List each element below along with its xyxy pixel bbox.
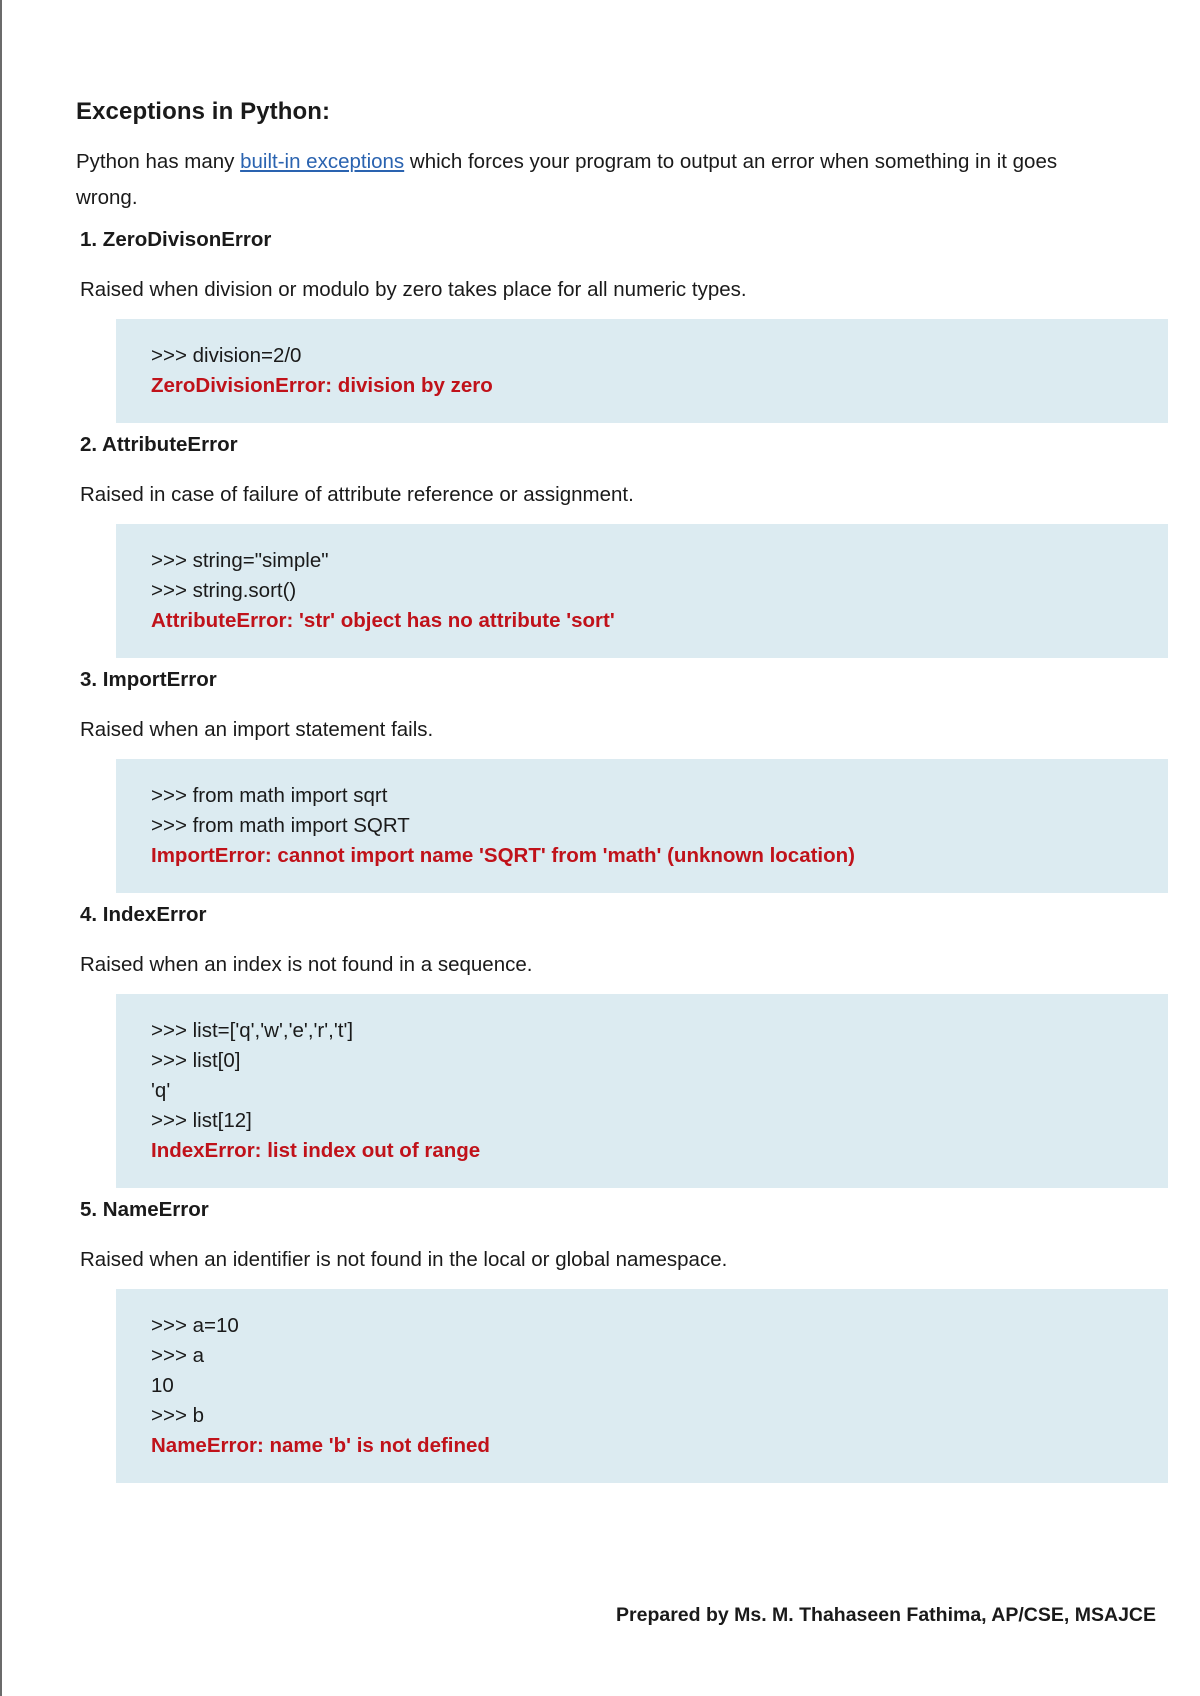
- code-line: >>> list=['q','w','e','r','t']: [151, 1019, 354, 1042]
- error-output-line: NameError: name 'b' is not defined: [151, 1434, 490, 1457]
- code-example-box: [116, 759, 1168, 893]
- document-body: [76, 98, 1166, 1491]
- section-description: Raised when an index is not found in a sequence.: [80, 953, 533, 976]
- code-line: >>> string.sort(): [151, 579, 297, 602]
- exception-section: [80, 666, 1166, 893]
- page-title: Exceptions in Python:: [76, 98, 331, 125]
- section-heading: 1. ZeroDivisonError: [80, 228, 272, 251]
- code-line: >>> list[0]: [151, 1049, 241, 1072]
- code-line: >>> a=10: [151, 1314, 239, 1337]
- code-line: >>> a: [151, 1344, 205, 1367]
- section-heading: 3. ImportError: [80, 668, 217, 691]
- exception-section: [80, 431, 1166, 658]
- section-heading: 4. IndexError: [80, 903, 207, 926]
- error-output-line: AttributeError: 'str' object has no attribute 'sort': [151, 609, 615, 632]
- intro-paragraph: [76, 144, 1116, 216]
- code-line: >>> from math import sqrt: [151, 784, 388, 807]
- code-example-box: [116, 1289, 1168, 1483]
- code-example-box: [116, 319, 1168, 423]
- code-line: >>> list[12]: [151, 1109, 252, 1132]
- code-line: >>> division=2/0: [151, 344, 302, 367]
- intro-text-end: which forces your program to output an error when something in it goes wrong.: [76, 150, 1058, 209]
- error-output-line: ZeroDivisionError: division by zero: [151, 374, 493, 397]
- footer-credit: Prepared by Ms. M. Thahaseen Fathima, AP/CSE, MSAJCE: [616, 1604, 1157, 1626]
- code-line: 'q': [151, 1079, 171, 1102]
- error-output-line: ImportError: cannot import name 'SQRT' from 'math' (unknown location): [151, 844, 855, 867]
- exception-sections: [76, 226, 1166, 1483]
- section-heading: 5. NameError: [80, 1198, 209, 1221]
- code-line: 10: [151, 1374, 174, 1397]
- exception-section: [80, 901, 1166, 1188]
- section-description: Raised when an import statement fails.: [80, 718, 434, 741]
- code-line: >>> from math import SQRT: [151, 814, 410, 837]
- built-in-exceptions-link[interactable]: built-in exceptions: [240, 150, 405, 173]
- code-example-box: [116, 994, 1168, 1188]
- section-heading: 2. AttributeError: [80, 433, 238, 456]
- code-line: >>> b: [151, 1404, 205, 1427]
- exception-section: [80, 1196, 1166, 1483]
- code-line: >>> string="simple": [151, 549, 329, 572]
- section-description: Raised when an identifier is not found in the local or global namespace.: [80, 1248, 728, 1271]
- section-description: Raised when division or modulo by zero takes place for all numeric types.: [80, 278, 747, 301]
- intro-text-start: Python has many: [76, 150, 241, 173]
- code-example-box: [116, 524, 1168, 658]
- section-description: Raised in case of failure of attribute reference or assignment.: [80, 483, 634, 506]
- error-output-line: IndexError: list index out of range: [151, 1139, 481, 1162]
- exception-section: [80, 226, 1166, 423]
